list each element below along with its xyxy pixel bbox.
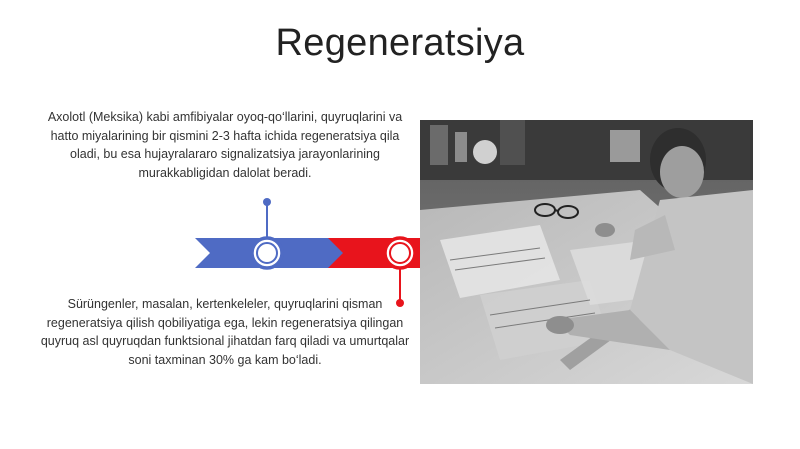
milestone-marker-red-inner xyxy=(390,243,410,263)
connector-dot-red xyxy=(396,299,404,307)
milestone-text-2: Sürüngenler, masalan, kertenkeleler, quyruqlarini qisman regeneratsiya qilish qobiliyatiga ega, lekin regeneratsiya qilingan quyruq asl quyruqdan funktsional jihatdan farq qiladi va umurtqalar soni taxminan 30% ga kam bo‘ladi. xyxy=(40,297,410,367)
milestone-marker-blue-inner xyxy=(257,243,277,263)
slide-title: Regeneratsiya xyxy=(275,22,525,64)
connector-dot-blue xyxy=(263,198,271,206)
milestone-text-1: Axolotl (Meksika) kabi amfibiyalar oyoq-qo‘llarini, quyruqlarini va hatto miyalarining bir qismini 2-3 hafta ichida regeneratsiya qila oladi, bu esa hujayralararo signalizatsiya jarayonlarining murakkabligidan dalolat beradi. xyxy=(47,110,403,180)
scientist-at-desk-photo xyxy=(420,120,753,384)
